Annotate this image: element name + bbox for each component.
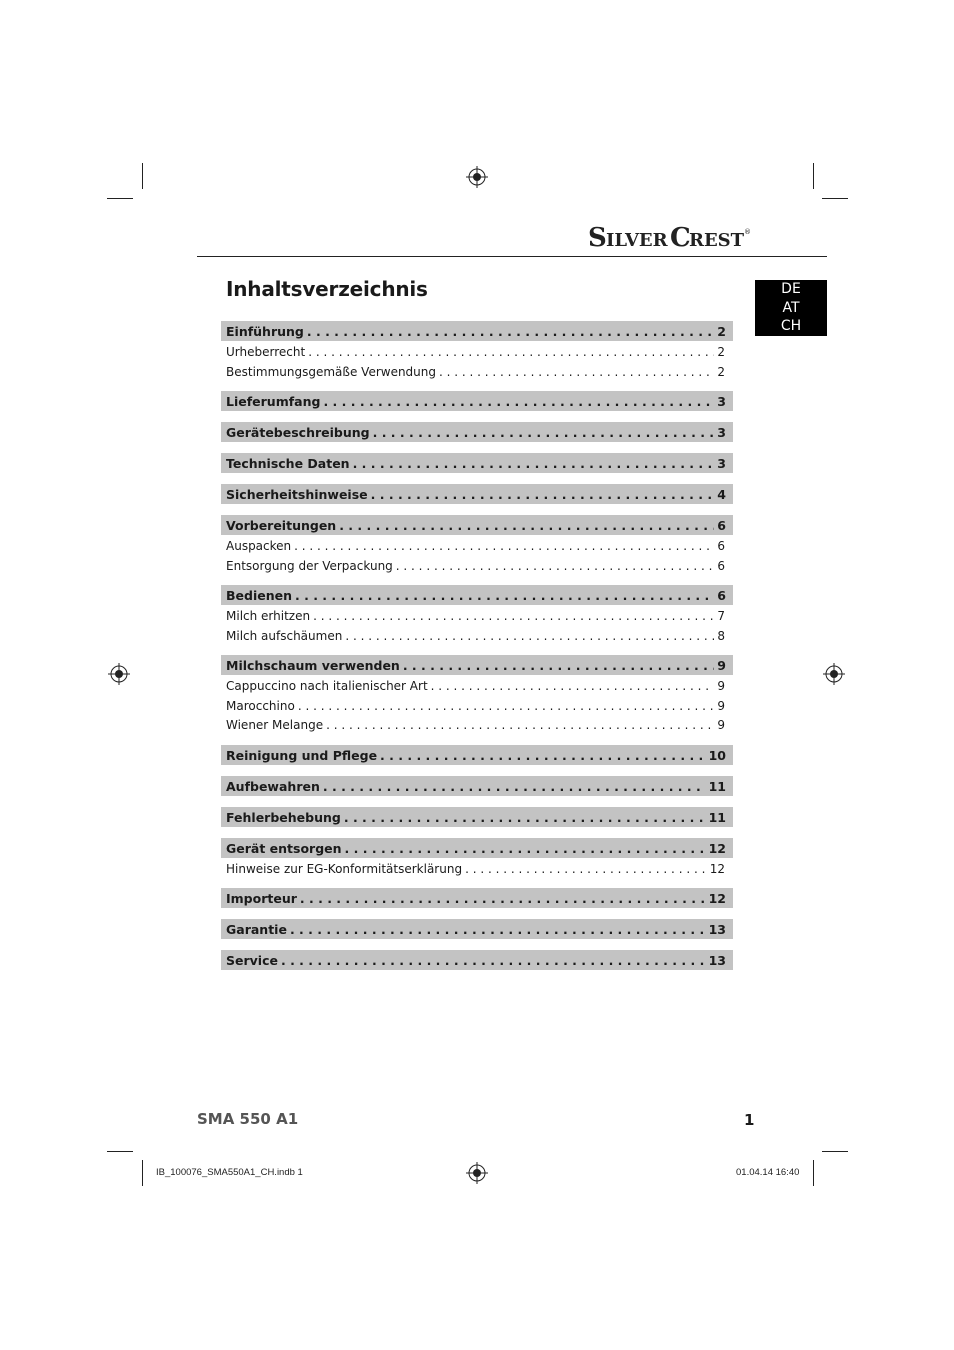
toc-entry-page: 3 bbox=[717, 424, 726, 440]
toc-entry-title: Milch aufschäumen bbox=[226, 629, 343, 643]
toc-leader-dots bbox=[300, 891, 706, 906]
toc-entry[interactable] bbox=[221, 515, 733, 535]
toc-entry[interactable] bbox=[221, 859, 733, 879]
toc-entry-page: 9 bbox=[717, 679, 725, 693]
model-number: SMA 550 A1 bbox=[197, 1110, 299, 1128]
toc-entry-title: Vorbereitungen bbox=[226, 517, 337, 533]
crop-mark bbox=[822, 1151, 848, 1152]
language-tab-de: DE bbox=[781, 281, 801, 297]
toc-leader-dots bbox=[371, 487, 715, 502]
print-slug-file: IB_100076_SMA550A1_CH.indb 1 bbox=[156, 1167, 303, 1178]
toc-entry-page: 9 bbox=[717, 699, 725, 713]
toc-entry-page: 3 bbox=[717, 393, 726, 409]
toc-leader-dots bbox=[308, 345, 714, 359]
toc-entry-page: 2 bbox=[717, 345, 725, 359]
crop-mark bbox=[813, 163, 814, 189]
toc-entry-page: 13 bbox=[708, 952, 726, 968]
registration-mark-icon bbox=[823, 663, 845, 685]
toc-leader-dots bbox=[431, 679, 715, 693]
toc-entry-title: Marocchino bbox=[226, 699, 295, 713]
toc-entry[interactable] bbox=[221, 585, 733, 605]
toc-entry-title: Entsorgung der Verpackung bbox=[226, 559, 393, 573]
toc-entry-title: Milch erhitzen bbox=[226, 609, 311, 623]
toc-leader-dots bbox=[380, 748, 706, 763]
toc-entry-page: 6 bbox=[717, 587, 726, 603]
toc-entry-page: 2 bbox=[717, 365, 725, 379]
toc-entry-title: Importeur bbox=[226, 890, 297, 906]
toc-leader-dots bbox=[323, 394, 714, 409]
toc-leader-dots bbox=[294, 539, 714, 553]
silvercrest-logo bbox=[588, 221, 752, 251]
toc-entry[interactable] bbox=[221, 556, 733, 576]
language-tab-at: AT bbox=[782, 299, 800, 316]
toc-entry-page: 12 bbox=[708, 840, 726, 856]
toc-entry[interactable] bbox=[221, 950, 733, 970]
svg-text:REST: REST bbox=[689, 230, 745, 251]
toc-entry[interactable] bbox=[221, 888, 733, 908]
toc-entry-page: 12 bbox=[708, 890, 726, 906]
toc-entry-page: 7 bbox=[717, 609, 725, 623]
toc-entry-title: Milchschaum verwenden bbox=[226, 657, 400, 673]
toc-leader-dots bbox=[339, 518, 714, 533]
toc-entry[interactable] bbox=[221, 838, 733, 858]
toc-leader-dots bbox=[313, 609, 714, 623]
toc-leader-dots bbox=[326, 718, 714, 732]
toc-entry-title: Lieferumfang bbox=[226, 393, 321, 409]
crop-mark bbox=[822, 198, 848, 199]
toc-entry[interactable] bbox=[221, 321, 733, 341]
toc-entry-title: Service bbox=[226, 952, 278, 968]
toc-entry[interactable] bbox=[221, 776, 733, 796]
crop-mark bbox=[107, 198, 133, 199]
crop-mark bbox=[142, 163, 143, 189]
toc-leader-dots bbox=[465, 862, 707, 876]
svg-text:ILVER: ILVER bbox=[606, 230, 668, 251]
toc-entry-title: Hinweise zur EG-Konformitätserklärung bbox=[226, 862, 463, 876]
toc-entry[interactable] bbox=[221, 919, 733, 939]
toc-entry-page: 10 bbox=[708, 747, 726, 763]
toc-entry[interactable] bbox=[221, 391, 733, 411]
toc-entry[interactable] bbox=[221, 453, 733, 473]
svg-text:C: C bbox=[670, 223, 691, 251]
toc-leader-dots bbox=[281, 953, 706, 968]
toc-leader-dots bbox=[290, 922, 706, 937]
toc-entry-page: 11 bbox=[708, 778, 726, 794]
toc-entry-title: Sicherheitshinweise bbox=[226, 486, 368, 502]
toc-leader-dots bbox=[353, 456, 715, 471]
toc-leader-dots bbox=[307, 324, 714, 339]
svg-text:S: S bbox=[588, 223, 607, 251]
svg-text:®: ® bbox=[744, 228, 751, 236]
toc-entry[interactable] bbox=[221, 676, 733, 696]
toc-entry-page: 3 bbox=[717, 455, 726, 471]
toc-entry[interactable] bbox=[221, 606, 733, 626]
toc-entry[interactable] bbox=[221, 362, 733, 382]
toc-entry[interactable] bbox=[221, 807, 733, 827]
toc-entry-title: Wiener Melange bbox=[226, 718, 324, 732]
toc-entry-title: Einführung bbox=[226, 323, 304, 339]
toc-entry-title: Urheberrecht bbox=[226, 345, 306, 359]
page-title: Inhaltsverzeichnis bbox=[226, 277, 428, 301]
toc-entry-title: Reinigung und Pflege bbox=[226, 747, 378, 763]
toc-entry-page: 11 bbox=[708, 809, 726, 825]
toc-leader-dots bbox=[396, 559, 715, 573]
toc-leader-dots bbox=[295, 588, 714, 603]
toc-entry[interactable] bbox=[221, 696, 733, 716]
toc-entry-page: 6 bbox=[717, 517, 726, 533]
toc-entry[interactable] bbox=[221, 626, 733, 646]
crop-mark bbox=[107, 1151, 133, 1152]
toc-leader-dots bbox=[403, 658, 714, 673]
toc-leader-dots bbox=[373, 425, 715, 440]
crop-mark bbox=[142, 1160, 143, 1186]
toc-entry-page: 4 bbox=[717, 486, 726, 502]
toc-entry[interactable] bbox=[221, 536, 733, 556]
toc-entry-title: Gerät entsorgen bbox=[226, 840, 342, 856]
language-tab-ch: CH bbox=[780, 318, 802, 334]
toc-entry-title: Aufbewahren bbox=[226, 778, 320, 794]
toc-entry-title: Bedienen bbox=[226, 587, 292, 603]
page-number: 1 bbox=[744, 1111, 755, 1129]
toc-entry-page: 6 bbox=[717, 559, 725, 573]
registration-mark-icon bbox=[466, 166, 488, 188]
toc-entry[interactable] bbox=[221, 745, 733, 765]
toc-entry[interactable] bbox=[221, 715, 733, 735]
toc-leader-dots bbox=[439, 365, 714, 379]
language-tab-box bbox=[755, 280, 827, 336]
toc-leader-dots bbox=[323, 779, 706, 794]
toc-entry-page: 12 bbox=[709, 862, 725, 876]
toc-entry-title: Cappuccino nach italienischer Art bbox=[226, 679, 428, 693]
toc-leader-dots bbox=[298, 699, 715, 713]
toc-entry-page: 8 bbox=[717, 629, 725, 643]
toc-entry-page: 9 bbox=[717, 718, 725, 732]
header-rule bbox=[197, 256, 827, 257]
print-slug-date: 01.04.14 16:40 bbox=[736, 1167, 800, 1178]
toc-entry-title: Gerätebeschreibung bbox=[226, 424, 370, 440]
toc-entry[interactable] bbox=[221, 422, 733, 442]
toc-entry-page: 6 bbox=[717, 539, 725, 553]
toc-entry-page: 9 bbox=[717, 657, 726, 673]
toc-entry-page: 2 bbox=[717, 323, 726, 339]
toc-entry-title: Auspacken bbox=[226, 539, 292, 553]
toc-entry-title: Bestimmungsgemäße Verwendung bbox=[226, 365, 437, 379]
toc-entry-title: Fehlerbehebung bbox=[226, 809, 341, 825]
registration-mark-icon bbox=[466, 1162, 488, 1184]
toc-leader-dots bbox=[345, 629, 714, 643]
toc-entry[interactable] bbox=[221, 655, 733, 675]
toc-entry[interactable] bbox=[221, 484, 733, 504]
registration-mark-icon bbox=[108, 663, 130, 685]
toc-entry-title: Technische Daten bbox=[226, 455, 350, 471]
toc-entry-title: Garantie bbox=[226, 921, 287, 937]
toc-leader-dots bbox=[345, 841, 706, 856]
crop-mark bbox=[813, 1160, 814, 1186]
toc-leader-dots bbox=[344, 810, 706, 825]
toc-entry[interactable] bbox=[221, 342, 733, 362]
toc-entry-page: 13 bbox=[708, 921, 726, 937]
